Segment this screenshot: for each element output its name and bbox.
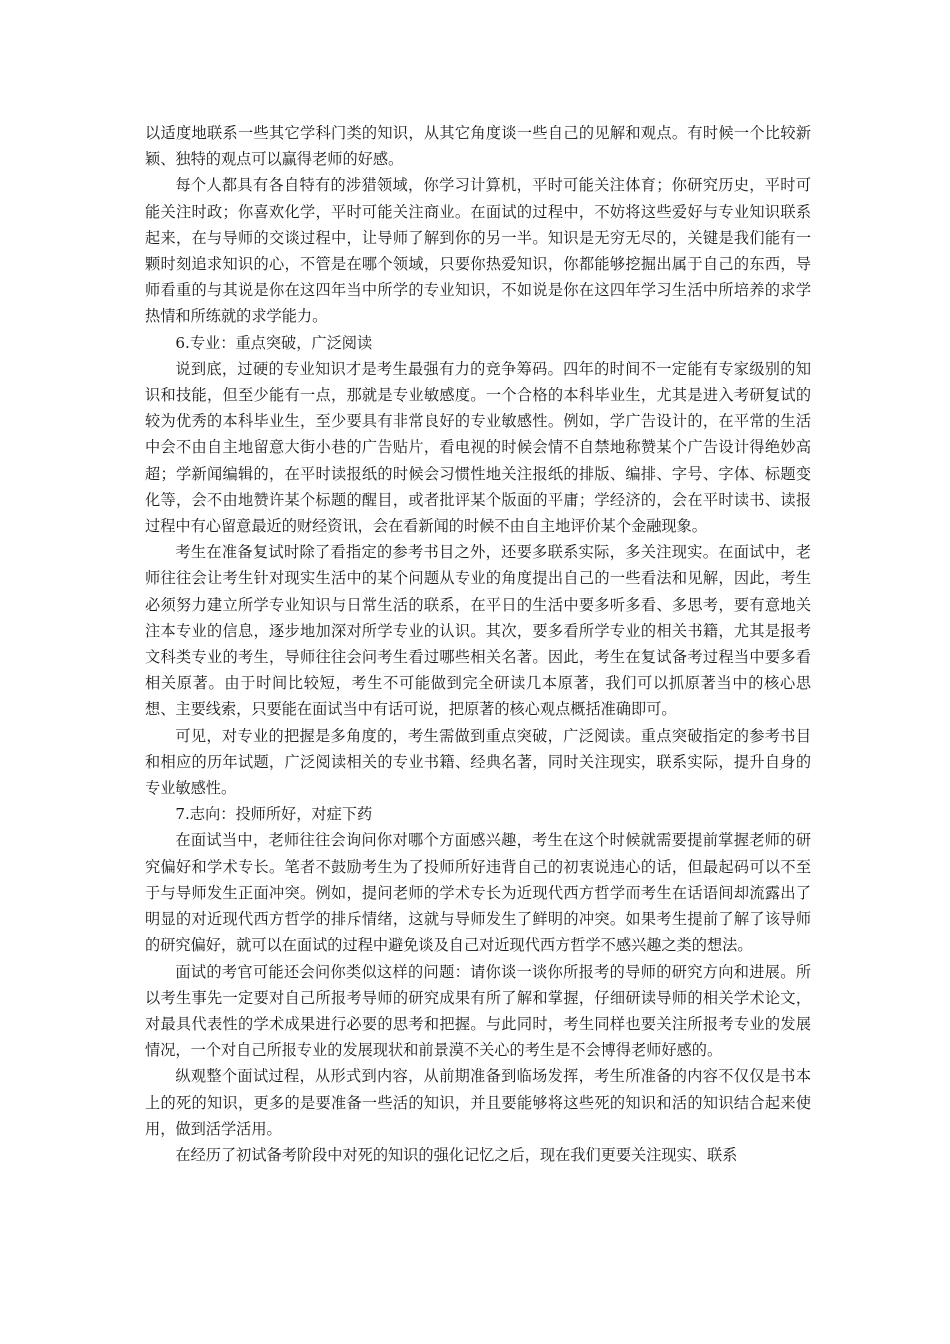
paragraph-5: 可见，对专业的把握是多角度的，考生需做到重点突破，广泛阅读。重点突破指定的参考书目和相应的历年试题，广泛阅读相关的专业书籍、经典名著，同时关注现实，联系实际，提升自身的专业敏感性。 (145, 726, 811, 798)
paragraph-3: 说到底，过硬的专业知识才是考生最强有力的竞争筹码。四年的时间不一定能有专家级别的知识和技能，但至少能有一点，那就是专业敏感度。一个合格的本科毕业生，尤其是进入考研复试的较为优秀的本科毕业生，至少要具有非常良好的专业敏感性。例如，学广告设计的，在平常的生活中会不由自主地留意大街小巷的广告贴片，看电视的时候会情不自禁地称赞某个广告设计得绝妙高超；学新闻编辑的，在平时读报纸的时候会习惯性地关注报纸的排版、编排、字号、字体、标题变化等，会不由地赞许某个标题的醒目，或者批评某个版面的平庸；学经济的，会在平时读书、读报过程中有心留意最近的财经资讯，会在看新闻的时候不由自主地评价某个金融现象。 (145, 359, 811, 536)
paragraph-4: 考生在准备复试时除了看指定的参考书目之外，还要多联系实际，多关注现实。在面试中，老师往往会让考生针对现实生活中的某个问题从专业的角度提出自己的一些看法和见解，因此，考生必须努力建立所学专业知识与日常生活的联系，在平日的生活中要多听多看、多思考，要有意地关注本专业的信息，逐步地加深对所学专业的认识。其次，要多看所学专业的相关书籍，尤其是报考文科类专业的考生，导师往往会问考生看过哪些相关名著。因此，考生在复试备考过程当中要多看相关原著。由于时间比较短，考生不可能做到完全研读几本原著，我们可以抓原著当中的核心思想、主要线索，只要能在面试当中有话可说，把原著的核心观点概括准确即可。 (145, 543, 811, 719)
paragraph-7: 面试的考官可能还会问你类似这样的问题：请你谈一谈你所报考的导师的研究方向和进展。所以考生事先一定要对自己所报考导师的研究成果有所了解和掌握，仔细研读导师的相关学术论文，对最具代表性的学术成果进行必要的思考和把握。与此同时，考生同样也要关注所报考专业的发展情况，一个对自己所报专业的发展现状和前景漠不关心的考生是不会博得老师好感的。 (145, 962, 811, 1060)
section-heading-6: 6.专业：重点突破，广泛阅读 (175, 333, 373, 352)
paragraph-2: 每个人都具有各自特有的涉猎领域，你学习计算机，平时可能关注体育；你研究历史，平时可能关注时政；你喜欢化学，平时可能关注商业。在面试的过程中，不妨将这些爱好与专业知识联系起来，在与导师的交谈过程中，让导师了解到你的另一半。知识是无穷无尽的，关键是我们能有一颗时刻追求知识的心，不管是在哪个领域，只要你热爱知识，你都能够挖掘出属于自己的东西，导师看重的与其说是你在这四年当中所学的专业知识，不如说是你在这四年学习生活中所培养的求学热情和所练就的求学能力。 (145, 176, 811, 326)
paragraph-9: 在经历了初试备考阶段中对死的知识的强化记忆之后，现在我们更要关注现实、联系 (175, 1145, 738, 1164)
paragraph-8: 纵观整个面试过程，从形式到内容，从前期准备到临场发挥，考生所准备的内容不仅仅是书本上的死的知识，更多的是要准备一些活的知识，并且要能够将这些死的知识和活的知识结合起来使用，做到活学活用。 (145, 1067, 811, 1138)
paragraph-1: 以适度地联系一些其它学科门类的知识，从其它角度谈一些自己的见解和观点。有时候一个比较新颖、独特的观点可以赢得老师的好感。 (145, 124, 811, 169)
document-page (145, 120, 811, 1168)
paragraph-6: 在面试当中，老师往往会询问你对哪个方面感兴趣，考生在这个时候就需要提前掌握老师的研究偏好和学术专长。笔者不鼓励考生为了投师所好违背自己的初衷说违心的话，但最起码可以不至于与导师发生正面冲突。例如，提问老师的学术专长为近现代西方哲学而考生在话语间却流露出了明显的对近现代西方哲学的排斥情绪，这就与导师发生了鲜明的冲突。如果考生提前了解了该导师的研究偏好，就可以在面试的过程中避免谈及自己对近现代西方哲学不感兴趣之类的想法。 (145, 831, 811, 955)
section-heading-7: 7.志向：投师所好，对症下药 (175, 805, 373, 824)
